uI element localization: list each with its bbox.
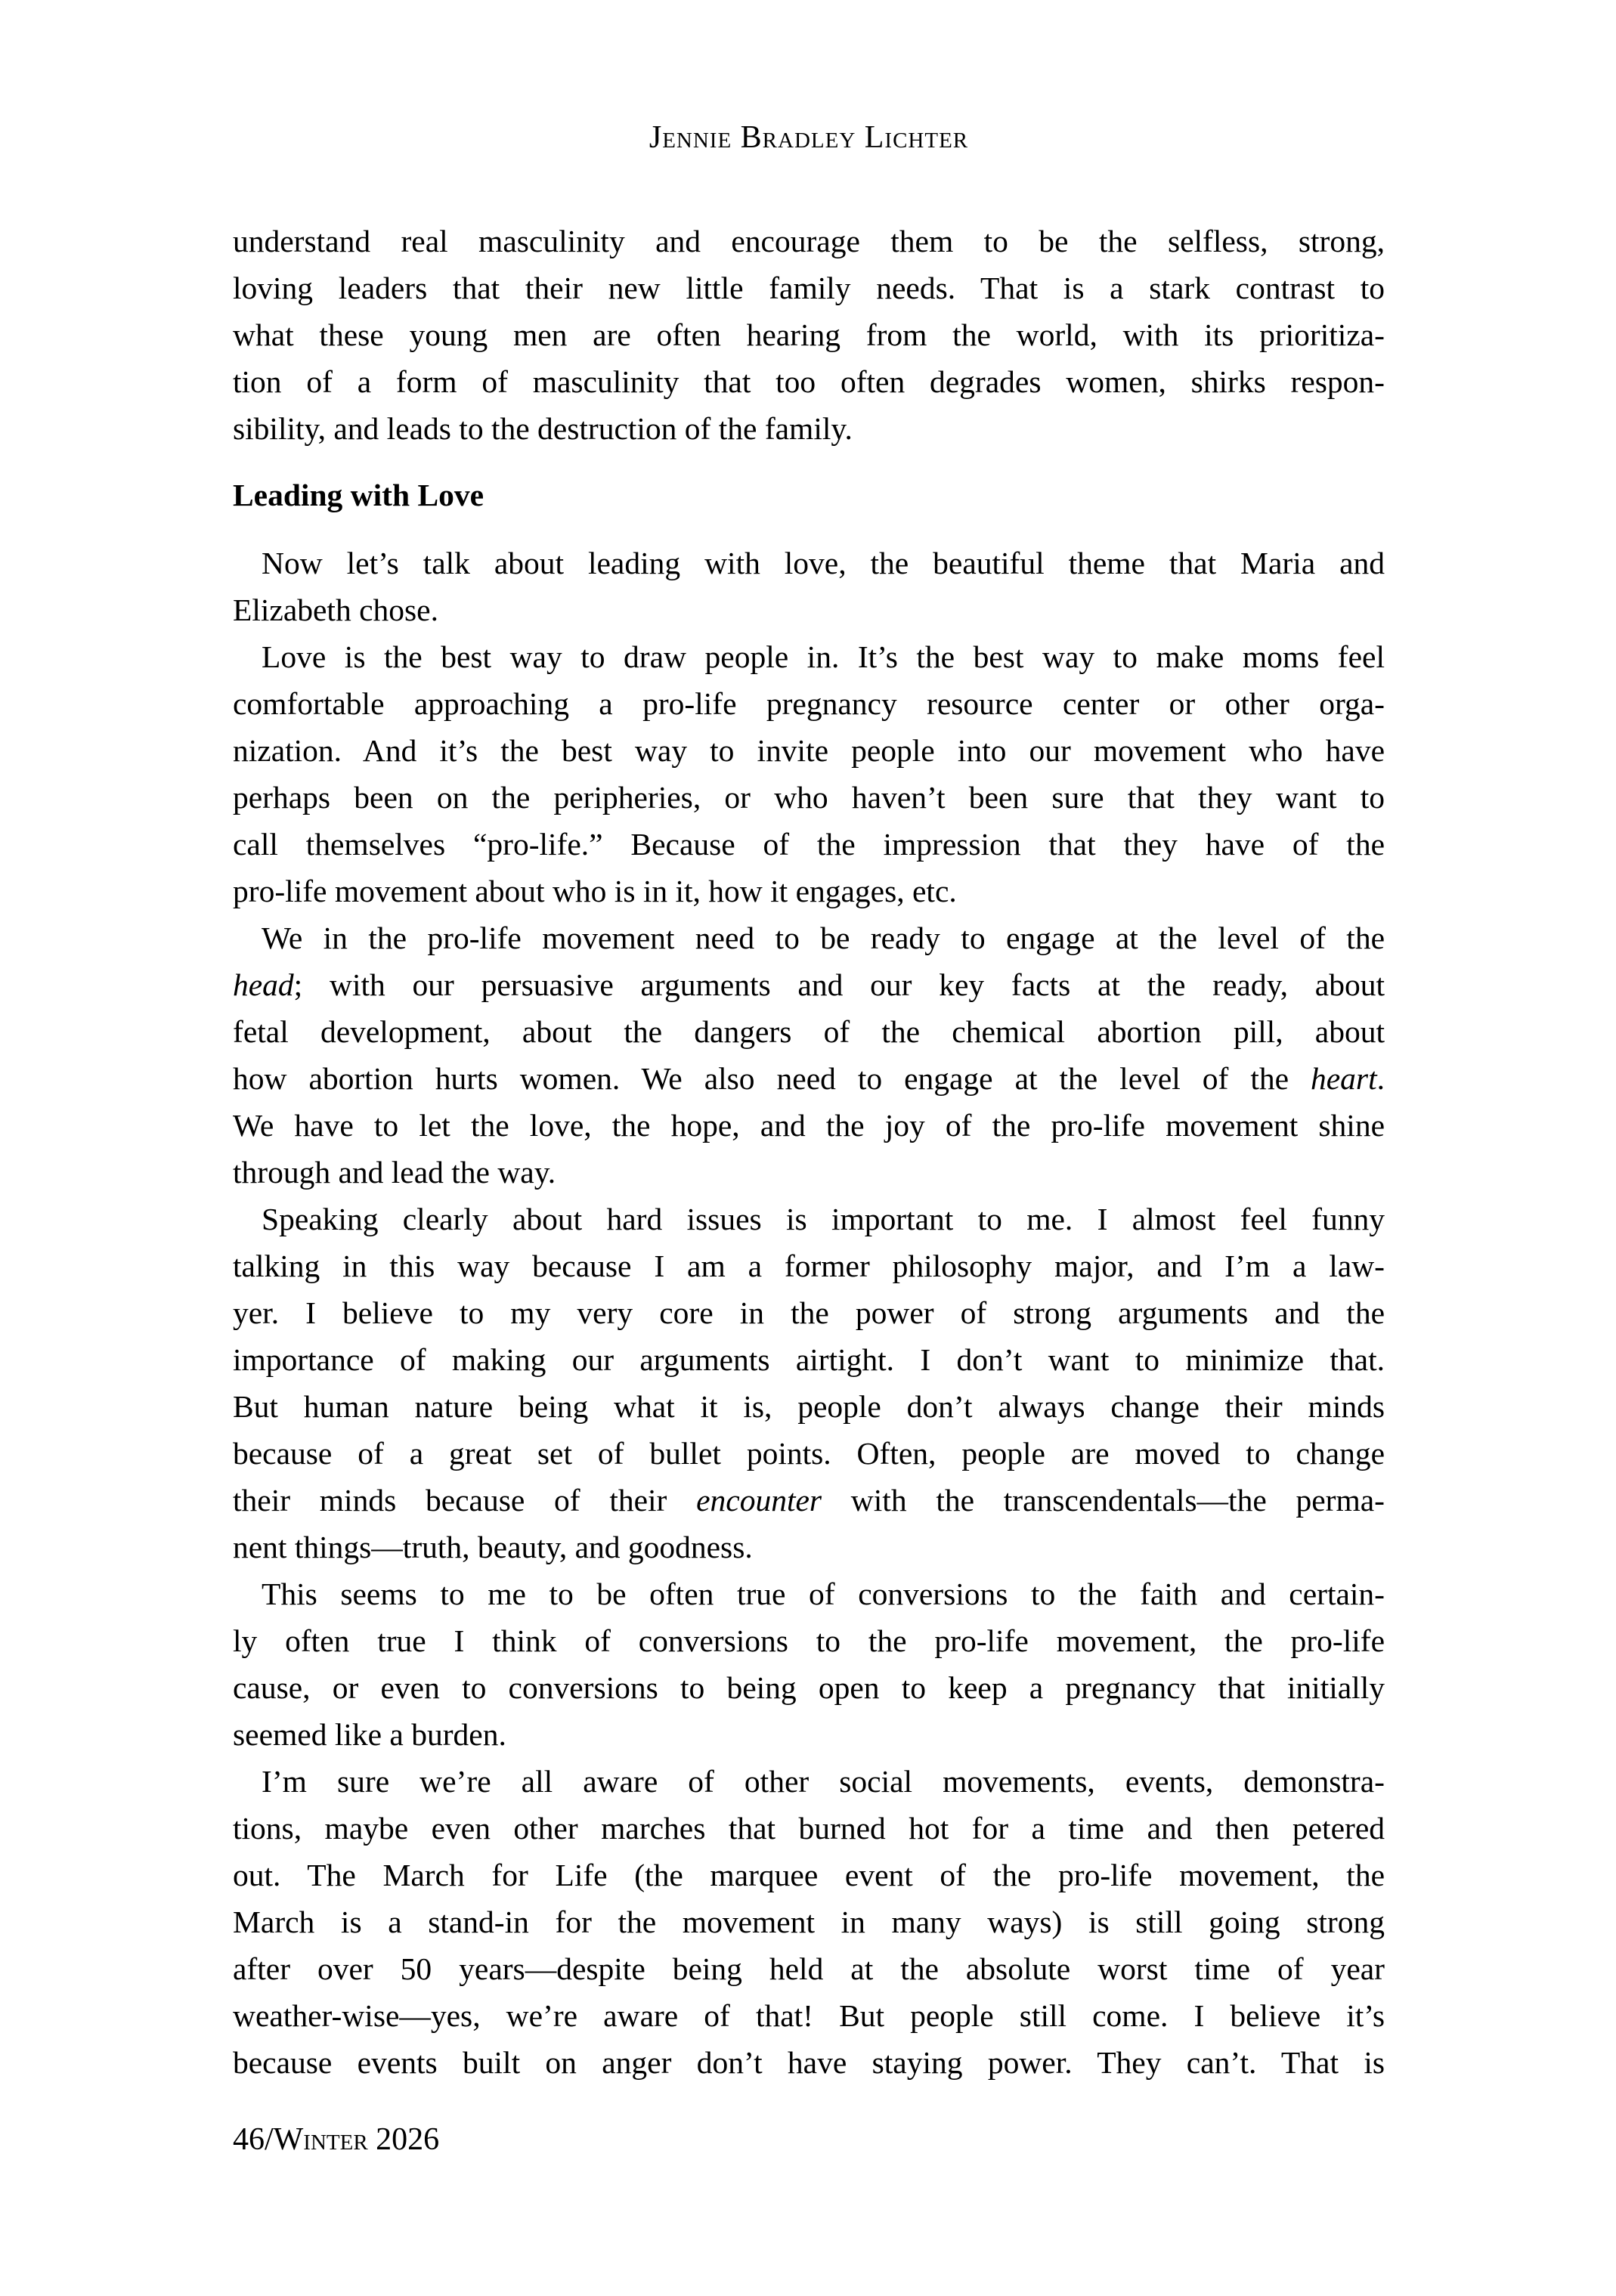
text-line: comfortable approaching a pro-life pregnancy resource center or other orga- xyxy=(233,686,1385,721)
text-line: after over 50 years—despite being held at the absolute worst time of year xyxy=(233,1951,1385,1986)
text-line: Speaking clearly about hard issues is important to me. I almost feel funny xyxy=(262,1202,1385,1236)
text-line: March is a stand-in for the movement in many ways) is still going strong xyxy=(233,1905,1385,1939)
text-line: perhaps been on the peripheries, or who haven’t been sure that they want to xyxy=(233,780,1385,815)
text-line: pro-life movement about who is in it, how it engages, etc. xyxy=(233,874,957,908)
text-line: Love is the best way to draw people in. It’s the best way to make moms feel xyxy=(262,639,1385,674)
text-line: Now let’s talk about leading with love, the beautiful theme that Maria and xyxy=(262,546,1385,580)
section-heading: Leading with Love xyxy=(233,478,484,512)
text-line: because of a great set of bullet points. Often, people are moved to change xyxy=(233,1436,1385,1471)
text-line: nent things—truth, beauty, and goodness. xyxy=(233,1530,753,1564)
text-line: weather-wise—yes, we’re aware of that! But people still come. I believe it’s xyxy=(233,1998,1385,2033)
text-line: their minds because of their encounter with the transcendentals—the perma- xyxy=(233,1483,1385,1518)
text-line: sibility, and leads to the destruction of the family. xyxy=(233,411,853,446)
page-body xyxy=(233,218,1385,2086)
text-line: head; with our persuasive arguments and our key facts at the ready, about xyxy=(233,967,1385,1002)
text-line: I’m sure we’re all aware of other social movements, events, demonstra- xyxy=(262,1764,1385,1799)
paragraph xyxy=(233,1196,1385,1570)
text-line: because events built on anger don’t have staying power. They can’t. That is xyxy=(233,2045,1385,2080)
text-line: cause, or even to conversions to being open to keep a pregnancy that initially xyxy=(233,1670,1385,1705)
paragraph xyxy=(233,218,1385,452)
text-line: call themselves “pro-life.” Because of the impression that they have of the xyxy=(233,827,1385,862)
paragraph xyxy=(233,540,1385,633)
paragraph xyxy=(233,633,1385,914)
text-line: We have to let the love, the hope, and the joy of the pro-life movement shine xyxy=(233,1108,1385,1143)
text-line: But human nature being what it is, people don’t always change their minds xyxy=(233,1389,1385,1424)
text-line: We in the pro-life movement need to be ready to engage at the level of the xyxy=(262,921,1385,955)
text-line: Elizabeth chose. xyxy=(233,593,438,627)
text-line: tions, maybe even other marches that burned hot for a time and then petered xyxy=(233,1811,1385,1846)
text-line: through and lead the way. xyxy=(233,1155,556,1190)
text-line: This seems to me to be often true of conversions to the faith and certain- xyxy=(262,1577,1385,1611)
text-line: out. The March for Life (the marquee event of the pro-life movement, the xyxy=(233,1858,1385,1892)
text-line: seemed like a burden. xyxy=(233,1717,506,1752)
text-line: tion of a form of masculinity that too often degrades women, shirks respon- xyxy=(233,364,1385,399)
text-line: understand real masculinity and encourage them to be the selfless, strong, xyxy=(233,224,1385,258)
paragraph xyxy=(233,1570,1385,1758)
running-header: Jennie Bradley Lichter xyxy=(649,120,969,155)
paragraph xyxy=(233,914,1385,1196)
text-line: nization. And it’s the best way to invite people into our movement who have xyxy=(233,733,1385,768)
text-line: how abortion hurts women. We also need to engage at the level of the heart. xyxy=(233,1061,1385,1096)
text-line: importance of making our arguments airtight. I don’t want to minimize that. xyxy=(233,1342,1385,1377)
text-line: fetal development, about the dangers of the chemical abortion pill, about xyxy=(233,1014,1385,1049)
text-line: talking in this way because I am a former philosophy major, and I’m a law- xyxy=(233,1249,1385,1283)
text-line: what these young men are often hearing from the world, with its prioritiza- xyxy=(233,317,1385,352)
text-line: loving leaders that their new little family needs. That is a stark contrast to xyxy=(233,271,1385,305)
text-line: ly often true I think of conversions to the pro-life movement, the pro-life xyxy=(233,1623,1385,1658)
text-line: yer. I believe to my very core in the power of strong arguments and the xyxy=(233,1295,1385,1330)
page-number-footer: 46/Winter 2026 xyxy=(233,2122,440,2157)
paragraph xyxy=(233,1758,1385,2086)
